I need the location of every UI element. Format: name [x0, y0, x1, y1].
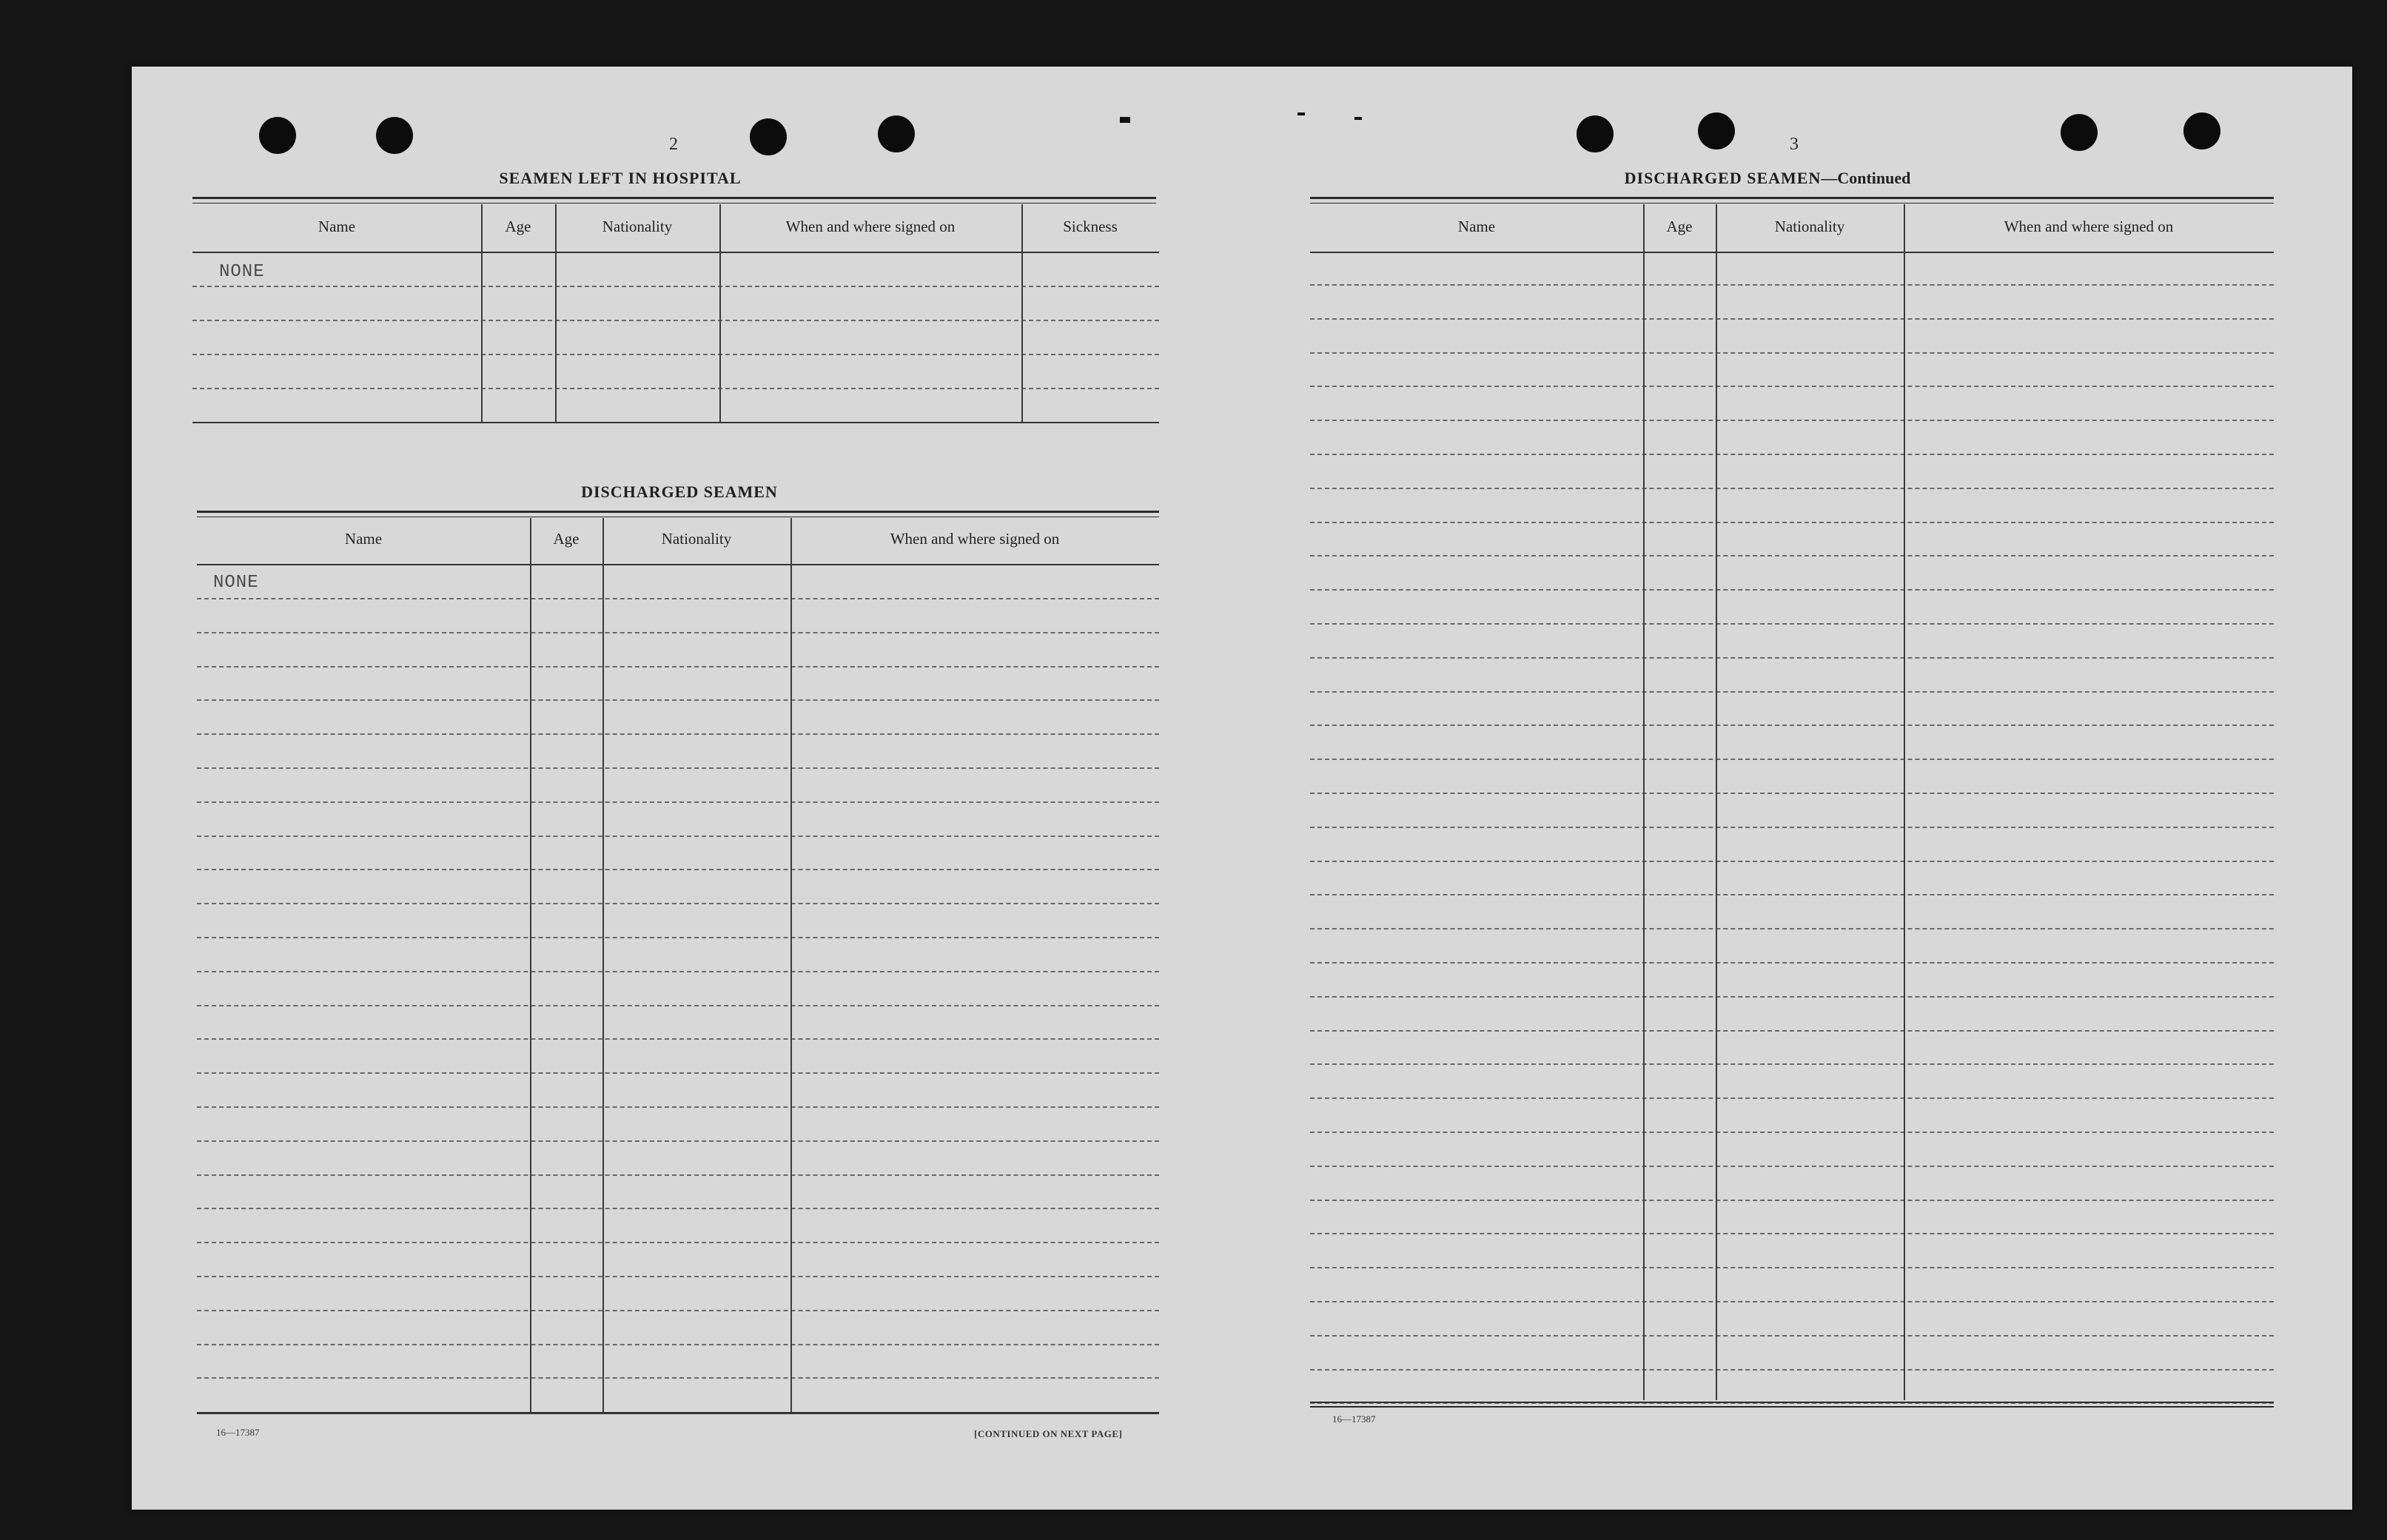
row-rule [197, 666, 1159, 668]
row-rule [1310, 589, 2274, 591]
right-top-rule [1310, 197, 2274, 204]
discharged-table-right [1310, 204, 2274, 1477]
punch-hole [750, 118, 787, 155]
hospital-top-rule [192, 197, 1156, 204]
row-rule [1310, 1301, 2274, 1302]
row-rule [1310, 386, 2274, 387]
column-header-when-where: When and where signed on [2004, 218, 2174, 235]
row-rule [1310, 454, 2274, 455]
row-rule [1310, 996, 2274, 998]
row-rule [1310, 1267, 2274, 1268]
column-header-name: Name [344, 530, 383, 548]
row-rule [197, 1344, 1159, 1345]
row-rule [1310, 1132, 2274, 1133]
section-title-suffix: —Continued [1821, 169, 1911, 187]
row-rule [1310, 318, 2274, 320]
continued-note: [CONTINUED ON NEXT PAGE] [974, 1428, 1123, 1439]
row-rule [192, 354, 1159, 355]
row-rule [197, 733, 1159, 735]
header-underline [1310, 252, 2274, 253]
form-code-left: 16—17387 [216, 1427, 260, 1438]
form-code-right: 16—17387 [1332, 1413, 1376, 1425]
row-rule [197, 1140, 1159, 1142]
row-rule [1310, 827, 2274, 828]
punch-hole [2061, 114, 2098, 151]
row-rule [1310, 1097, 2274, 1099]
section-title-main: DISCHARGED SEAMEN [1624, 169, 1822, 187]
row-rule [197, 1072, 1159, 1074]
row-rule [1310, 623, 2274, 625]
column-header-name: Name [318, 218, 356, 235]
discharged-entry-name: NONE [213, 573, 259, 593]
column-divider [530, 518, 531, 1412]
punch-hole [1698, 112, 1735, 149]
row-rule [1310, 962, 2274, 964]
column-header-sickness: Sickness [1063, 218, 1118, 235]
row-rule [1310, 1166, 2274, 1167]
row-rule [1310, 928, 2274, 929]
row-rule [1310, 657, 2274, 659]
row-rule [1310, 488, 2274, 489]
right-bottom-rule [1310, 1402, 2274, 1408]
row-rule [197, 1174, 1159, 1176]
punch-hole [878, 115, 915, 152]
row-rule [197, 1276, 1159, 1277]
column-divider [1904, 204, 1905, 1400]
punch-hole [2183, 112, 2220, 149]
column-header-age: Age [505, 218, 531, 235]
row-rule [1310, 691, 2274, 693]
hospital-table [192, 204, 1159, 456]
row-rule [1310, 522, 2274, 523]
column-header-nationality: Nationality [661, 530, 732, 548]
hospital-entry-name: NONE [219, 262, 265, 282]
ink-speck [1120, 117, 1130, 123]
column-header-name: Name [1457, 218, 1496, 235]
ink-speck [1354, 117, 1362, 120]
column-header-when-where: When and where signed on [890, 530, 1060, 548]
column-header-nationality: Nationality [602, 218, 673, 235]
row-rule [1310, 1335, 2274, 1336]
row-rule [1310, 1200, 2274, 1201]
row-rule [1310, 555, 2274, 557]
ledger-sheet [132, 67, 2352, 1510]
row-rule [197, 1005, 1159, 1006]
punch-hole [376, 117, 413, 154]
row-rule [197, 801, 1159, 803]
row-rule [1310, 420, 2274, 421]
row-rule [197, 1242, 1159, 1243]
row-rule [197, 1377, 1159, 1379]
column-divider [481, 204, 483, 422]
row-rule [192, 320, 1159, 321]
page-number-left: 2 [669, 135, 678, 154]
row-rule [197, 1038, 1159, 1040]
row-rule [197, 1106, 1159, 1108]
row-rule [197, 869, 1159, 870]
row-rule [1310, 894, 2274, 895]
punch-hole [259, 117, 296, 154]
discharged-table-left [197, 518, 1159, 1422]
column-divider [1021, 204, 1023, 422]
row-rule [1310, 1233, 2274, 1234]
column-divider [719, 204, 721, 422]
header-underline [197, 564, 1159, 565]
row-rule [197, 937, 1159, 938]
punch-hole [1577, 115, 1614, 152]
row-rule [1310, 793, 2274, 794]
discharged-section-title: DISCHARGED SEAMEN [581, 482, 778, 501]
column-header-age: Age [553, 530, 580, 548]
row-rule [1310, 759, 2274, 760]
row-rule [1310, 1369, 2274, 1371]
row-rule [197, 971, 1159, 972]
discharged-top-rule [197, 511, 1159, 517]
row-rule [1310, 1030, 2274, 1032]
row-rule [197, 632, 1159, 633]
column-divider [602, 518, 604, 1412]
column-divider [1716, 204, 1717, 1400]
row-rule [1310, 352, 2274, 354]
row-rule [197, 1310, 1159, 1311]
page-number-right: 3 [1790, 135, 1799, 154]
header-underline [192, 252, 1159, 253]
column-header-nationality: Nationality [1774, 218, 1845, 235]
row-rule [1310, 284, 2274, 286]
discharged-continued-title [1575, 169, 1960, 188]
row-rule [192, 388, 1159, 389]
row-rule [197, 903, 1159, 904]
row-rule [1310, 724, 2274, 726]
row-rule [1310, 1063, 2274, 1065]
row-rule [197, 598, 1159, 599]
row-rule [197, 835, 1159, 837]
table-bottom-rule [197, 1412, 1159, 1414]
row-rule [1310, 861, 2274, 862]
row-rule [197, 699, 1159, 701]
table-bottom-rule [192, 422, 1159, 423]
row-rule [197, 1208, 1159, 1209]
hospital-section-title: SEAMEN LEFT IN HOSPITAL [499, 169, 742, 187]
column-divider [555, 204, 557, 422]
row-rule [192, 286, 1159, 287]
column-divider [790, 518, 792, 1412]
column-divider [1643, 204, 1645, 1400]
column-header-age: Age [1666, 218, 1693, 235]
column-header-when-where: When and where signed on [785, 218, 956, 235]
row-rule [197, 767, 1159, 769]
ink-speck [1297, 112, 1305, 115]
